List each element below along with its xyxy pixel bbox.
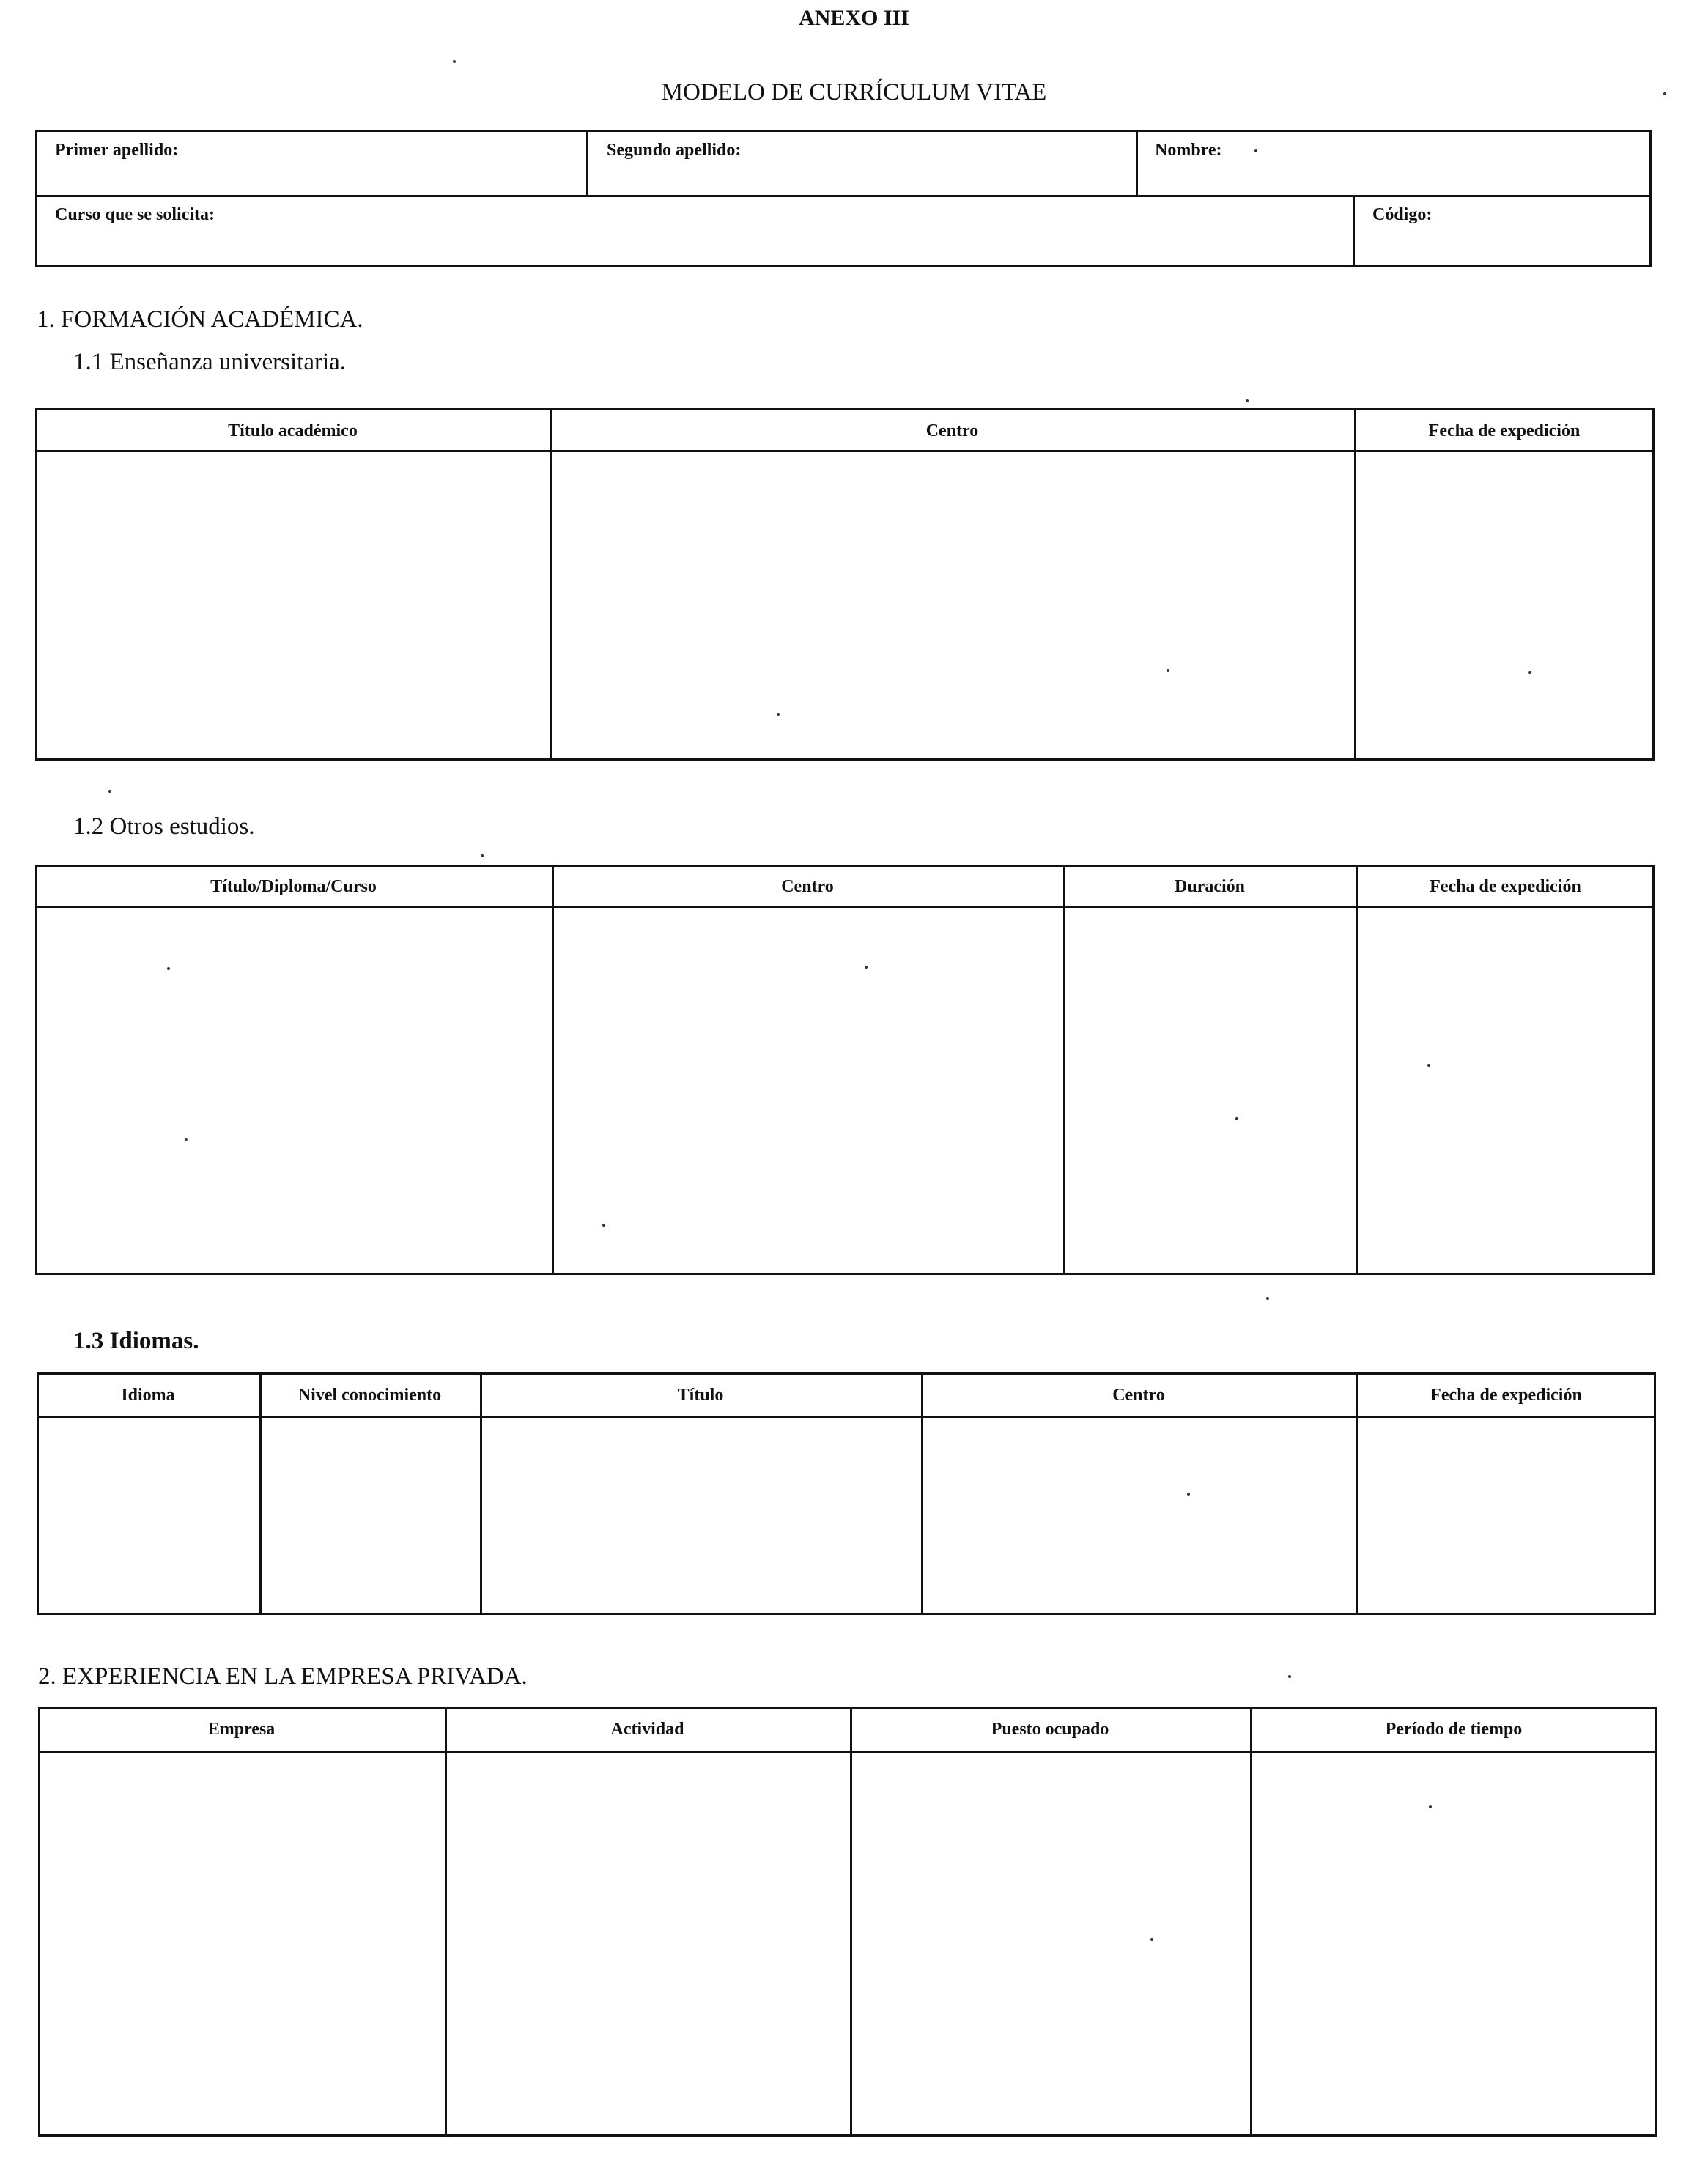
col-header-centro: Centro [781, 877, 834, 896]
table-other-studies-divider-2 [1063, 865, 1065, 1275]
table-other-studies-divider-3 [1356, 865, 1358, 1275]
course-field[interactable]: Curso que se solicita: [55, 205, 215, 224]
section-1-2-heading: 1.2 Otros estudios. [73, 813, 255, 840]
section-1-3-heading: 1.3 Idiomas. [73, 1328, 199, 1354]
table-university-divider-1 [550, 408, 552, 761]
col-header-fecha-expedicion: Fecha de expedición [1430, 877, 1581, 896]
table-private-experience [38, 1707, 1657, 2137]
col-header-titulo-diploma-curso: Título/Diploma/Curso [210, 877, 377, 896]
scan-speck [1254, 149, 1257, 152]
col-header-idioma: Idioma [121, 1386, 175, 1405]
scan-speck [1187, 1493, 1190, 1496]
col-header-centro: Centro [1112, 1386, 1165, 1405]
col-header-puesto-ocupado: Puesto ocupado [991, 1720, 1109, 1739]
personal-data-box [35, 130, 1652, 267]
table-languages [37, 1372, 1656, 1615]
personal-data-divider-1 [586, 130, 588, 196]
code-field[interactable]: Código: [1372, 205, 1432, 224]
scan-speck [108, 790, 111, 793]
scan-speck [1663, 92, 1666, 95]
first-surname-field[interactable]: Primer apellido: [55, 141, 179, 160]
scan-speck [1235, 1117, 1238, 1120]
scan-speck [865, 966, 868, 969]
table-languages-divider-2 [480, 1372, 482, 1615]
scan-speck [777, 713, 780, 716]
form-title: MODELO DE CURRÍCULUM VITAE [661, 79, 1047, 106]
col-header-empresa: Empresa [207, 1720, 276, 1739]
table-private-experience-divider-3 [1250, 1707, 1252, 2137]
section-2-heading: 2. EXPERIENCIA EN LA EMPRESA PRIVADA. [38, 1663, 528, 1690]
scan-speck [453, 60, 456, 63]
table-languages-divider-1 [259, 1372, 262, 1615]
col-header-periodo-tiempo: Período de tiempo [1385, 1720, 1523, 1739]
col-header-fecha-expedicion: Fecha de expedición [1428, 421, 1581, 440]
table-other-studies-divider-1 [552, 865, 554, 1275]
scan-speck [1427, 1064, 1430, 1067]
col-header-titulo-academico: Título académico [228, 421, 358, 440]
second-surname-field[interactable]: Segundo apellido: [607, 141, 742, 160]
scan-speck [1429, 1805, 1432, 1808]
col-header-titulo: Título [677, 1386, 724, 1405]
table-other-studies [35, 865, 1655, 1275]
personal-data-divider-2 [1136, 130, 1138, 196]
col-header-actividad: Actividad [610, 1720, 684, 1739]
name-field[interactable]: Nombre: [1155, 141, 1222, 160]
col-header-duracion: Duración [1175, 877, 1245, 896]
scan-speck [1528, 671, 1531, 674]
table-university-header-line [35, 450, 1655, 452]
scan-speck [1288, 1675, 1291, 1678]
col-header-centro: Centro [925, 421, 979, 440]
table-private-experience-header-line [38, 1751, 1657, 1753]
scan-speck [602, 1224, 605, 1227]
scan-speck [167, 967, 170, 970]
table-languages-header-line [37, 1416, 1656, 1418]
scan-speck [1266, 1297, 1269, 1300]
table-languages-divider-3 [921, 1372, 923, 1615]
table-languages-divider-4 [1356, 1372, 1358, 1615]
personal-data-row-divider [35, 195, 1652, 197]
table-other-studies-header-line [35, 906, 1655, 908]
scan-speck [1150, 1938, 1153, 1941]
annex-title: ANEXO III [799, 6, 909, 30]
col-header-nivel-conocimiento: Nivel conocimiento [297, 1386, 442, 1405]
table-university-divider-2 [1354, 408, 1356, 761]
section-1-heading: 1. FORMACIÓN ACADÉMICA. [37, 306, 363, 333]
scan-speck [1167, 669, 1169, 672]
scan-speck [1246, 399, 1249, 402]
scan-speck [481, 854, 484, 857]
scan-speck [185, 1138, 188, 1141]
table-private-experience-divider-1 [445, 1707, 447, 2137]
personal-data-divider-3 [1353, 195, 1355, 267]
col-header-fecha-expedicion: Fecha de expedición [1430, 1386, 1582, 1405]
table-university [35, 408, 1655, 761]
table-private-experience-divider-2 [850, 1707, 852, 2137]
section-1-1-heading: 1.1 Enseñanza universitaria. [73, 349, 347, 375]
